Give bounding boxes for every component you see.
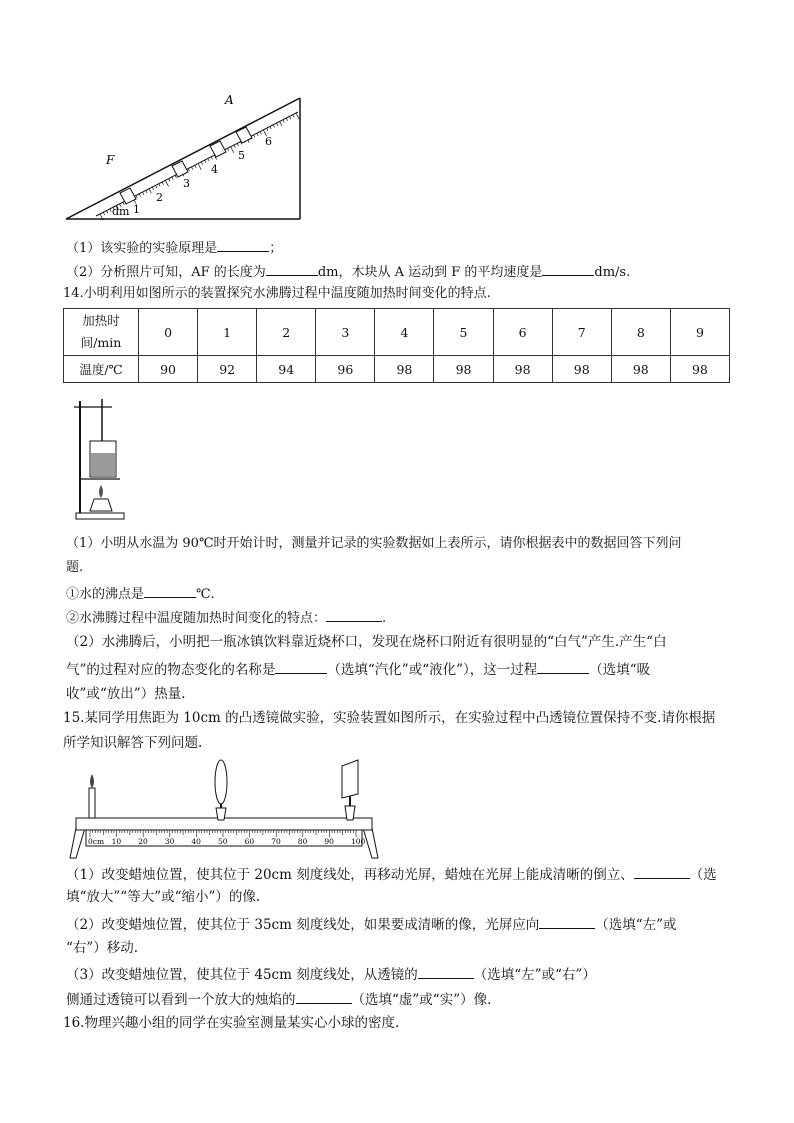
answer-blank[interactable] bbox=[418, 964, 474, 979]
ruler-tick bbox=[227, 148, 228, 151]
q14-p2a: （2）水沸腾后，小明把一瓶冰镇饮料靠近烧杯口，发现在烧杯口附近有很明显的“白气”产生.产生“白 bbox=[66, 634, 667, 650]
q13-part2: （2）分析照片可知，AF 的长度为 dm，木块从 A 运动到 F 的平均速度是 dm/s. bbox=[66, 261, 630, 282]
ruler-tick bbox=[231, 147, 234, 153]
q15-p1b: 填“放大”“等大”或“缩小”）的像. bbox=[66, 889, 261, 905]
bench-label: 40 bbox=[191, 837, 201, 846]
table-row bbox=[64, 356, 730, 383]
ruler-tick bbox=[257, 133, 258, 136]
ruler-tick bbox=[175, 175, 176, 178]
q14-p2c: 收”或“放出”）热量. bbox=[66, 686, 186, 702]
ruler-tick bbox=[162, 182, 163, 185]
temp-cell: 98 bbox=[493, 356, 552, 383]
ruler-tick bbox=[270, 126, 271, 129]
bench-label: 0cm bbox=[88, 837, 105, 846]
ruler-tick bbox=[136, 195, 137, 198]
temp-cell: 98 bbox=[611, 356, 670, 383]
ruler-tick bbox=[195, 165, 196, 168]
table-row bbox=[64, 309, 730, 356]
bench-label: 30 bbox=[164, 837, 175, 846]
optical-bench-figure bbox=[66, 758, 382, 860]
q15-p3: （3）改变蜡烛位置，使其位于 45cm 刻度线处，从透镜的 （选填“左”或“右”） bbox=[66, 964, 596, 984]
ruler-tick bbox=[208, 158, 209, 161]
ruler-tick bbox=[152, 187, 153, 190]
answer-blank[interactable] bbox=[542, 261, 594, 276]
ruler-tick bbox=[191, 167, 192, 170]
ruler-tick bbox=[159, 184, 160, 187]
time-cell: 4 bbox=[375, 309, 434, 356]
time-cell: 7 bbox=[552, 309, 611, 356]
ruler-tick bbox=[139, 194, 140, 197]
q14-c2: ②水沸腾过程中温度随加热时间变化的特点： . bbox=[66, 607, 386, 628]
tick-2: 2 bbox=[156, 191, 163, 204]
ruler-tick bbox=[254, 135, 255, 138]
q15-stem-b: 所学知识解答下列问题. bbox=[63, 735, 203, 751]
ruler-tick bbox=[172, 177, 173, 180]
ruler-tick bbox=[205, 160, 206, 163]
bench-label: 90 bbox=[324, 837, 334, 846]
ruler-tick bbox=[169, 179, 170, 182]
ruler-tick bbox=[165, 180, 168, 186]
temp-cell: 92 bbox=[198, 356, 257, 383]
time-cell: 2 bbox=[257, 309, 316, 356]
bench-label: 20 bbox=[138, 837, 148, 846]
ruler-tick bbox=[142, 192, 143, 195]
bench-label: 70 bbox=[271, 837, 281, 846]
ruler-tick bbox=[286, 118, 287, 121]
ruler-tick bbox=[267, 128, 268, 131]
tick-5: 5 bbox=[238, 149, 245, 162]
ruler-tick bbox=[156, 185, 157, 188]
ruler-tick bbox=[296, 113, 299, 119]
answer-blank[interactable] bbox=[217, 237, 269, 252]
label-a: A bbox=[225, 93, 234, 107]
tick-1: 1 bbox=[133, 203, 140, 216]
temp-cell: 98 bbox=[670, 356, 729, 383]
bench-label: 60 bbox=[244, 837, 255, 846]
ruler-tick bbox=[237, 143, 238, 146]
temp-cell: 96 bbox=[316, 356, 375, 383]
answer-blank[interactable] bbox=[326, 607, 382, 622]
ruler-tick bbox=[280, 121, 282, 125]
tick-4: 4 bbox=[211, 163, 218, 176]
ruler-tick bbox=[273, 125, 274, 128]
unit-dm: dm bbox=[112, 205, 130, 218]
ruler-tick bbox=[110, 209, 111, 212]
temperature-table bbox=[63, 308, 730, 383]
tick-3: 3 bbox=[183, 177, 190, 190]
answer-blank[interactable] bbox=[537, 659, 589, 674]
ramp-figure bbox=[60, 88, 310, 228]
ruler-tick bbox=[149, 189, 151, 193]
temp-cell: 90 bbox=[139, 356, 198, 383]
time-cell: 3 bbox=[316, 309, 375, 356]
ruler-tick bbox=[146, 190, 147, 193]
time-cell: 6 bbox=[493, 309, 552, 356]
ruler-tick bbox=[289, 116, 290, 119]
time-cell: 1 bbox=[198, 309, 257, 356]
bench-label: 80 bbox=[297, 837, 308, 846]
q14-p2b: 气”的过程对应的物态变化的名称是 （选填“汽化”或“液化”），这一过程 （选填“吸 bbox=[66, 659, 650, 679]
answer-blank[interactable] bbox=[266, 261, 318, 276]
boiling-apparatus-figure bbox=[68, 395, 128, 523]
label-f: F bbox=[106, 153, 115, 167]
q15-p1: （1）改变蜡烛位置，使其位于 20cm 刻度线处，再移动光屏，蜡烛在光屏上能成清晰的倒立、 （选 bbox=[66, 864, 717, 884]
ruler-tick bbox=[198, 164, 201, 170]
temp-cell: 94 bbox=[257, 356, 316, 383]
q15-p2: （2）改变蜡烛位置，使其位于 35cm 刻度线处，如果要成清晰的像，光屏应向 （选填“左”或 bbox=[66, 914, 677, 934]
answer-blank[interactable] bbox=[296, 989, 352, 1004]
ruler-tick bbox=[211, 157, 212, 160]
bench-label: 50 bbox=[218, 837, 228, 846]
time-cell: 0 bbox=[139, 309, 198, 356]
table-header-time: 加热时 间/min bbox=[64, 309, 139, 356]
q14-stem: 14.小明利用如图所示的装置探究水沸腾过程中温度随加热时间变化的特点. bbox=[63, 286, 491, 301]
answer-blank[interactable] bbox=[144, 583, 196, 598]
q13-part1: （1）该实验的实验原理是 ； bbox=[66, 237, 282, 258]
q15-p2b: “右”）移动. bbox=[66, 940, 139, 956]
temp-cell: 98 bbox=[375, 356, 434, 383]
time-cell: 8 bbox=[611, 309, 670, 356]
q14-p1a: （1）小明从水温为 90℃时开始计时，测量并记录的实验数据如上表所示，请你根据表中的数据回答下列问 bbox=[66, 536, 682, 551]
ruler-tick bbox=[201, 162, 202, 165]
answer-blank[interactable] bbox=[275, 659, 327, 674]
ruler-tick bbox=[260, 132, 261, 135]
q15-stem-a: 15.某同学用焦距为 10cm 的凸透镜做实验，实验装置如图所示，在实验过程中凸透镜位置保持不变.请你根据 bbox=[63, 710, 716, 726]
ruler-tick bbox=[283, 120, 284, 123]
ruler-tick bbox=[234, 145, 235, 148]
ruler-tick bbox=[276, 123, 277, 126]
temp-cell: 98 bbox=[552, 356, 611, 383]
answer-blank[interactable] bbox=[539, 914, 595, 929]
ruler-tick bbox=[107, 211, 108, 214]
ruler-tick bbox=[293, 115, 294, 118]
table-header-temp: 温度/℃ bbox=[64, 356, 139, 383]
ruler-tick bbox=[188, 169, 189, 172]
bench-label: 10 bbox=[111, 837, 122, 846]
time-cell: 9 bbox=[670, 309, 729, 356]
tick-6: 6 bbox=[265, 135, 272, 148]
bench-label: 100 bbox=[351, 837, 366, 846]
answer-blank[interactable] bbox=[634, 864, 690, 879]
q16-stem: 16.物理兴趣小组的同学在实验室测量某实心小球的密度. bbox=[63, 1015, 400, 1031]
time-cell: 5 bbox=[434, 309, 493, 356]
q15-p3b: 侧通过透镜可以看到一个放大的烛焰的 （选填“虚”或“实”）像. bbox=[66, 989, 491, 1009]
temp-cell: 98 bbox=[434, 356, 493, 383]
q14-c1: ①水的沸点是 ℃. bbox=[66, 583, 215, 604]
q14-p1b: 题. bbox=[66, 560, 84, 575]
ruler-tick bbox=[103, 212, 104, 215]
